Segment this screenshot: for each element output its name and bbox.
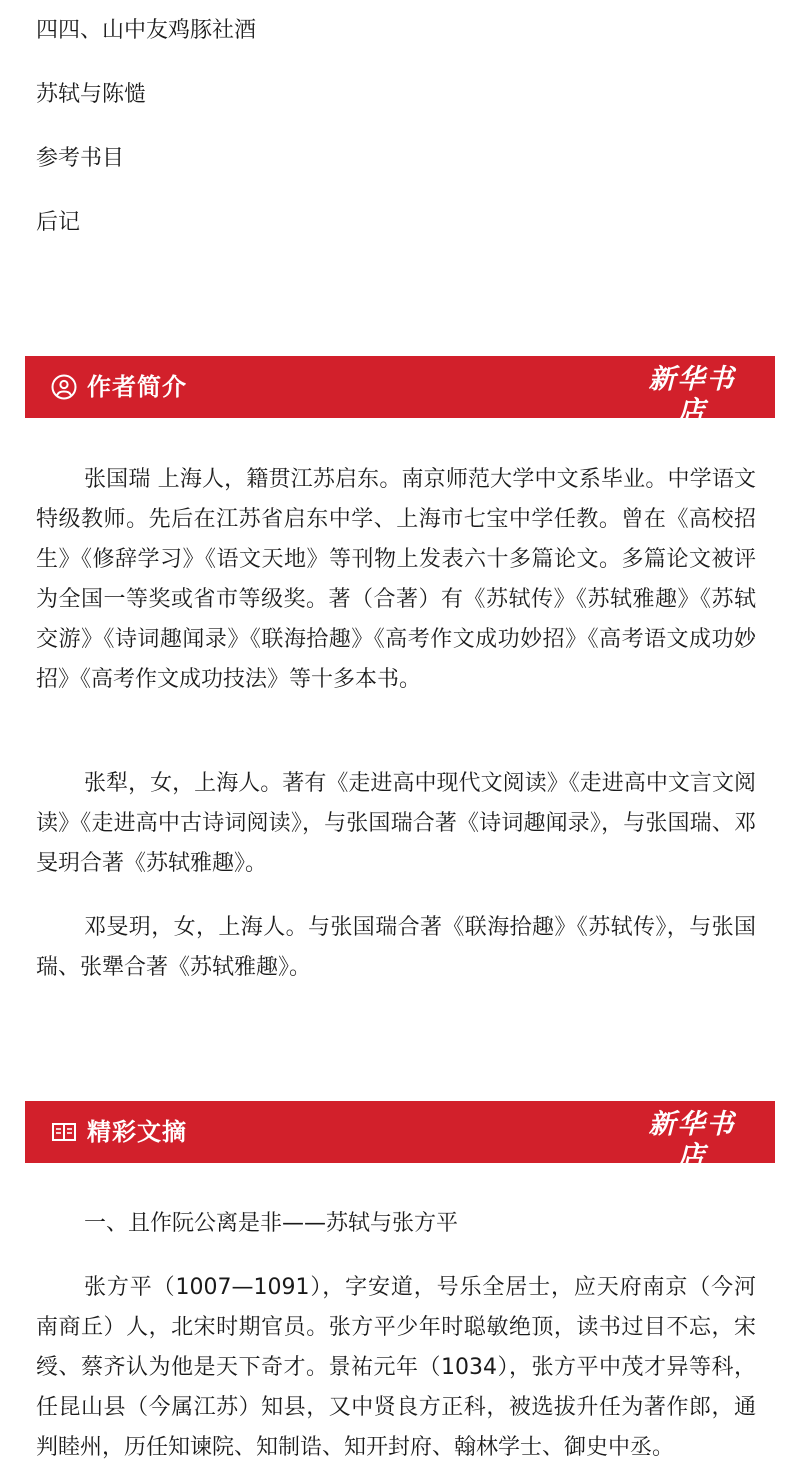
section-title: 作者简介 bbox=[87, 373, 187, 401]
logo-main-text: 新华书店 bbox=[648, 364, 736, 427]
person-circle-icon bbox=[51, 374, 77, 400]
section-title: 精彩文摘 bbox=[87, 1118, 187, 1146]
author-section-banner bbox=[25, 356, 775, 437]
toc-item[interactable]: 后记 bbox=[36, 210, 81, 235]
excerpt-heading: 一、且作阮公离是非——苏轼与张方平 bbox=[84, 1211, 459, 1236]
author-bio-paragraph: 邓旻玥，女，上海人。与张国瑞合著《联海拾趣》《苏轼传》，与张国瑞、张犟合著《苏轼雅趣》。 bbox=[36, 915, 756, 980]
author-bio-paragraph: 张犁，女，上海人。著有《走进高中现代文阅读》《走进高中文言文阅读》《走进高中古诗词阅读》，与张国瑞合著《诗词趣闻录》，与张国瑞、邓旻玥合著《苏轼雅趣》。 bbox=[36, 771, 756, 876]
excerpt-paragraph: 张方平（1007—1091），字安道，号乐全居士，应天府南京（今河南商丘）人，北宋时期官员。张方平少年时聪敏绝顶，读书过目不忘，宋绶、蔡齐认为他是天下奇才。景祐元年（1034），张方平中茂才异等科，任昆山县（今属江苏）知县，又中贤良方正科，被选拔升任为著作郎，通判睦州，历任知谏院、知制诰、知开封府、翰林学士、御史中丞。 bbox=[36, 1275, 756, 1460]
logo-sub-text: XINHUA BOOKSTORE bbox=[643, 429, 741, 437]
xinhua-logo bbox=[637, 1109, 747, 1183]
toc-item[interactable]: 四四、山中友鸡豚社酒 bbox=[36, 18, 257, 43]
open-book-icon bbox=[51, 1119, 77, 1145]
logo-main-text: 新华书店 bbox=[648, 1109, 736, 1172]
excerpt-section-banner bbox=[25, 1101, 775, 1182]
author-bio-paragraph: 张国瑞 上海人，籍贯江苏启东。南京师范大学中文系毕业。中学语文特级教师。先后在江苏省启东中学、上海市七宝中学任教。曾在《高校招生》《修辞学习》《语文天地》等刊物上发表六十多篇论文。多篇论文被评为全国一等奖或省市等级奖。著（合著）有《苏轼传》《苏轼雅趣》《苏轼交游》《诗词趣闻录》《联海拾趣》《高考作文成功妙招》《高考语文成功妙招》《高考作文成功技法》等十多本书。 bbox=[36, 467, 756, 692]
xinhua-logo bbox=[637, 364, 747, 438]
toc-item[interactable]: 苏轼与陈慥 bbox=[36, 82, 147, 107]
logo-sub-text: XINHUA BOOKSTORE bbox=[643, 1174, 741, 1182]
toc-item[interactable]: 参考书目 bbox=[36, 146, 125, 171]
